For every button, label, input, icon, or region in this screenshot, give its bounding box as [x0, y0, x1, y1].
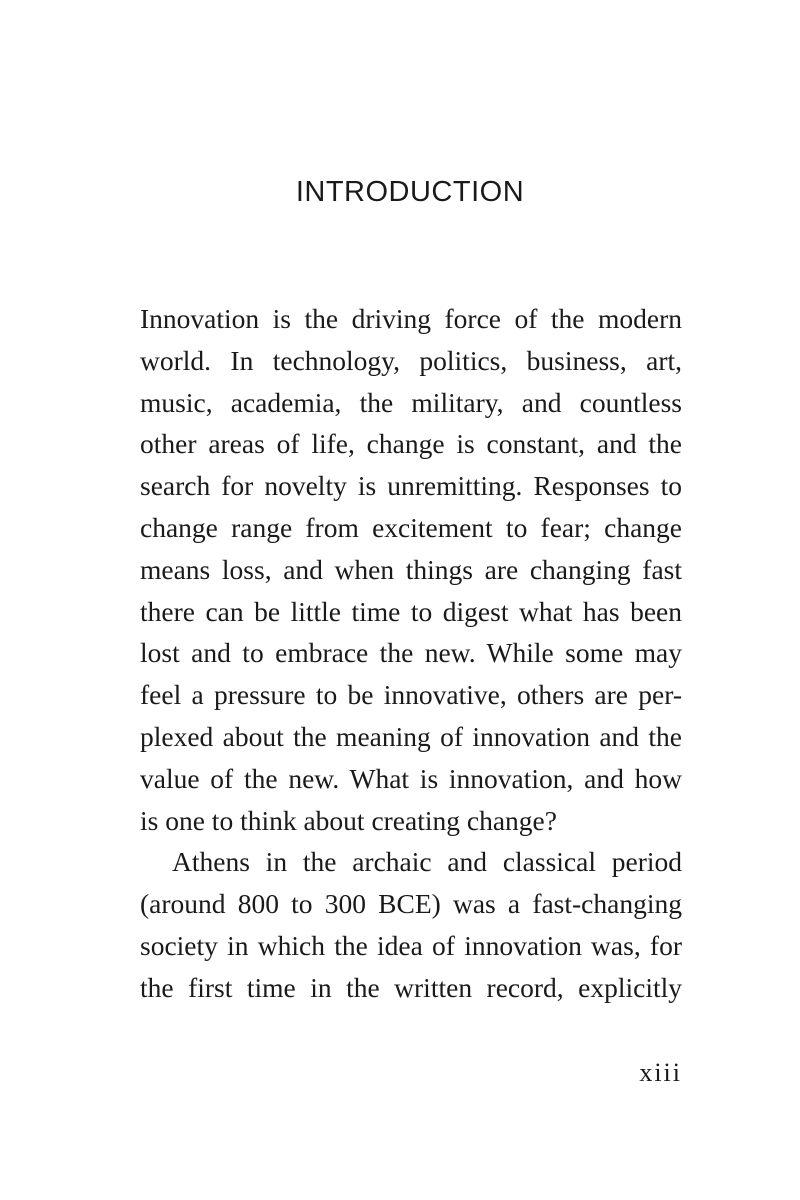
text-line: change range from excitement to fear; change [140, 511, 682, 543]
paragraph-1 [140, 298, 682, 841]
text-line: music, academia, the military, and countless [140, 386, 682, 418]
text-line: world. In technology, politics, business, art, [140, 344, 682, 376]
chapter-title: INTRODUCTION [295, 176, 525, 208]
body-text [140, 298, 682, 1009]
text-line: the first time in the written record, explicitly [140, 971, 682, 1003]
text-line: lost and to embrace the new. While some may [140, 637, 682, 669]
text-line: society in which the idea of innovation was, for [140, 929, 682, 961]
text-line: means loss, and when things are changing fast [140, 553, 682, 585]
text-line: there can be little time to digest what has been [140, 595, 682, 627]
text-line: plexed about the meaning of innovation and the [140, 720, 682, 752]
text-line: search for novelty is unremitting. Responses to [140, 470, 682, 502]
text-line: feel a pressure to be innovative, others are per- [140, 679, 682, 711]
paragraph-2 [140, 841, 682, 1008]
text-line: other areas of life, change is constant, and the [140, 428, 682, 460]
text-line: value of the new. What is innovation, and how [140, 762, 682, 794]
text-line: Athens in the archaic and classical period [172, 846, 682, 878]
page-number: xiii [639, 1058, 682, 1087]
text-line: (around 800 to 300 BCE) was a fast-changing [140, 888, 682, 920]
text-line: Innovation is the driving force of the modern [140, 303, 682, 334]
text-line: is one to think about creating change? [140, 804, 557, 836]
